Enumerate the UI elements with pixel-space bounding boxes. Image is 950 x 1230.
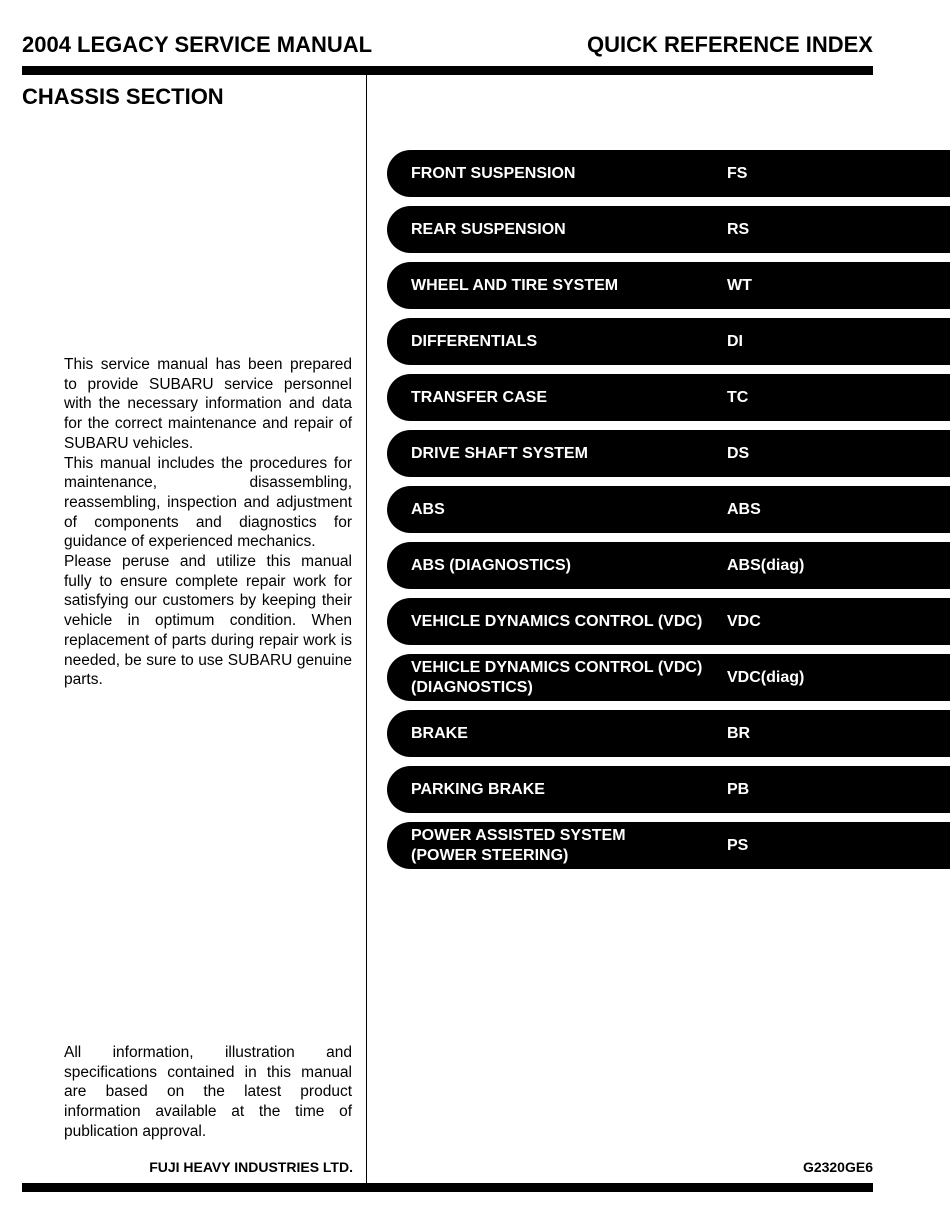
tab-code: VDC xyxy=(727,612,761,630)
tab-code: ABS xyxy=(727,500,761,518)
tab-name: PARKING BRAKE xyxy=(411,780,545,798)
publisher: FUJI HEAVY INDUSTRIES LTD. xyxy=(149,1159,353,1175)
tab-code: BR xyxy=(727,724,751,742)
section-title: CHASSIS SECTION xyxy=(22,84,224,109)
index-tab-vdc-diag[interactable] xyxy=(387,654,950,701)
index-tabs xyxy=(387,150,950,878)
intro-paragraph: This manual includes the procedures for maintenance, disassembling, reassembling, inspection and adjustment of components and diagnostics for guidance of experienced mechanics. xyxy=(64,454,352,551)
tab-name: BRAKE xyxy=(411,724,468,742)
tab-name: ABS xyxy=(411,500,445,518)
tab-code: PB xyxy=(727,780,750,798)
index-tab-vdc[interactable] xyxy=(387,598,950,645)
disclaimer-text xyxy=(64,1043,352,1142)
manual-title: 2004 LEGACY SERVICE MANUAL xyxy=(22,32,373,57)
tab-code: PS xyxy=(727,836,749,854)
index-title: QUICK REFERENCE INDEX xyxy=(586,32,873,57)
tab-code: ABS(diag) xyxy=(727,556,805,574)
index-tab-abs-diag[interactable] xyxy=(387,542,950,589)
tab-name: TRANSFER CASE xyxy=(411,388,548,406)
intro-paragraph: This service manual has been prepared to provide SUBARU service personnel with the necessary information and data for the correct maintenance and repair of SUBARU vehicles. xyxy=(64,356,352,452)
tab-name: ABS (DIAGNOSTICS) xyxy=(411,556,571,574)
disclaimer-paragraph: All information, illustration and specifications contained in this manual are based on the latest product information available at the time of publication approval. xyxy=(64,1044,352,1140)
index-tab-ps[interactable] xyxy=(387,822,950,869)
document-code: G2320GE6 xyxy=(802,1159,873,1175)
index-tab-tc[interactable] xyxy=(387,374,950,421)
index-tab-wt[interactable] xyxy=(387,262,950,309)
tab-name: FRONT SUSPENSION xyxy=(411,164,576,182)
top-rule xyxy=(22,66,873,75)
index-tab-ds[interactable] xyxy=(387,430,950,477)
tab-code: FS xyxy=(727,164,748,182)
intro-paragraph: Please peruse and utilize this manual fully to ensure complete repair work for satisfying our customers by keeping their vehicle in optimum condition. When replacement of parts during repair work is needed, be sure to use SUBARU genuine parts. xyxy=(64,553,352,689)
tab-code: RS xyxy=(727,220,750,238)
index-tab-rs[interactable] xyxy=(387,206,950,253)
tab-name: DIFFERENTIALS xyxy=(411,332,538,350)
index-tab-fs[interactable] xyxy=(387,150,950,197)
tab-name: VEHICLE DYNAMICS CONTROL (VDC) (DIAGNOSTICS) xyxy=(411,658,703,696)
tab-code: TC xyxy=(727,388,749,406)
column-divider xyxy=(366,75,367,1183)
intro-text xyxy=(64,355,352,690)
tab-name: REAR SUSPENSION xyxy=(411,220,566,238)
tab-code: VDC(diag) xyxy=(727,668,805,686)
tab-name: DRIVE SHAFT SYSTEM xyxy=(411,444,588,462)
tab-code: DI xyxy=(727,332,743,350)
index-tab-abs[interactable] xyxy=(387,486,950,533)
tab-code: WT xyxy=(727,276,752,294)
index-tab-br[interactable] xyxy=(387,710,950,757)
tab-name: POWER ASSISTED SYSTEM (POWER STEERING) xyxy=(411,826,626,864)
index-tab-di[interactable] xyxy=(387,318,950,365)
bottom-rule xyxy=(22,1183,873,1192)
tab-name: VEHICLE DYNAMICS CONTROL (VDC) xyxy=(411,612,703,630)
tab-name: WHEEL AND TIRE SYSTEM xyxy=(411,276,619,294)
tab-code: DS xyxy=(727,444,750,462)
index-tab-pb[interactable] xyxy=(387,766,950,813)
